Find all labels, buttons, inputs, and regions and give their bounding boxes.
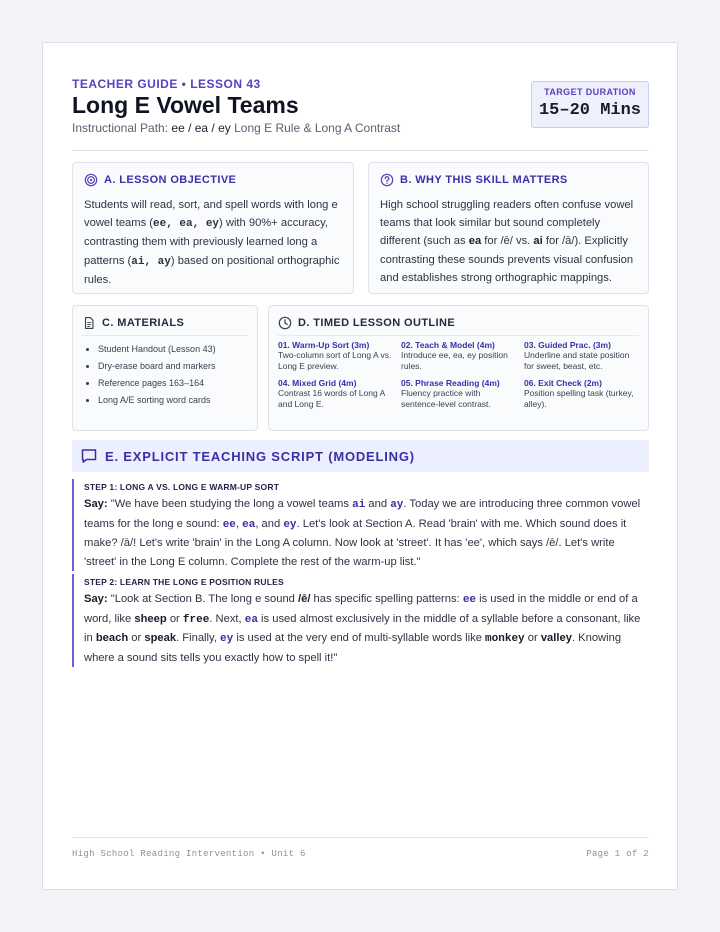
materials-item: • Student Handout (Lesson 43) bbox=[98, 341, 248, 358]
step-2-script bbox=[84, 590, 649, 667]
timed-outline-title: D. TIMED LESSON OUTLINE bbox=[298, 317, 456, 329]
pattern-ea: ea bbox=[244, 613, 258, 626]
lesson-objective-text bbox=[84, 196, 342, 289]
script-text: , and bbox=[255, 517, 284, 530]
why-ai: ai bbox=[533, 235, 543, 248]
script-text: , bbox=[235, 517, 243, 530]
pattern-ey: ey bbox=[220, 633, 234, 646]
outline-step-title: 04. Mixed Grid (4m) bbox=[278, 378, 357, 388]
document-icon bbox=[82, 316, 96, 330]
lesson-objective-card bbox=[72, 162, 354, 294]
outline-step bbox=[401, 340, 524, 371]
say-label: Say: bbox=[84, 593, 108, 605]
pattern-ai: ai bbox=[352, 499, 366, 511]
materials-heading bbox=[82, 316, 248, 336]
materials-item: • Reference pages 163–164 bbox=[98, 375, 248, 392]
outline-steps-grid bbox=[278, 340, 639, 409]
why-skill-matters-title: B. WHY THIS SKILL MATTERS bbox=[400, 174, 568, 186]
pattern-ey: ey bbox=[283, 518, 297, 531]
script-text: is used at the very end of multi-syllable words like bbox=[233, 632, 486, 645]
outline-step-desc: Contrast 16 words of Long A and Long E. bbox=[278, 388, 385, 409]
timed-outline-card bbox=[268, 305, 649, 431]
example-word: valley bbox=[540, 632, 572, 645]
target-duration-box bbox=[531, 81, 649, 128]
objective-long-e-teams: ee, ea, ey bbox=[153, 218, 220, 231]
why-skill-matters-card bbox=[368, 162, 649, 294]
step-2-label: STEP 2: LEARN THE LONG E POSITION RULES bbox=[84, 577, 284, 587]
teaching-script-title: E. EXPLICIT TEACHING SCRIPT (MODELING) bbox=[105, 448, 415, 464]
materials-item: • Dry-erase board and markers bbox=[98, 358, 248, 375]
outline-step bbox=[524, 378, 642, 409]
example-word: speak bbox=[144, 632, 177, 645]
objective-text-2: ) with 90%+ accuracy, contrasting them with previously learned long a patterns ( bbox=[84, 217, 328, 267]
outline-step bbox=[524, 340, 642, 371]
script-text: . Finally, bbox=[176, 632, 221, 645]
outline-step bbox=[278, 378, 401, 409]
script-text: or bbox=[524, 632, 541, 645]
outline-step-title: 03. Guided Prac. (3m) bbox=[524, 340, 611, 350]
script-text: . Today we are introducing three common vowel teams for the long e sound: bbox=[84, 498, 641, 530]
pattern-ay: ay bbox=[390, 499, 404, 511]
why-skill-matters-text bbox=[380, 196, 637, 287]
script-text: "Look at Section B. The long e sound bbox=[107, 593, 298, 605]
lesson-objective-heading bbox=[84, 173, 342, 187]
target-icon bbox=[84, 173, 98, 187]
path-prefix: Instructional Path: bbox=[72, 121, 172, 135]
script-text: is used in the middle or end of a word, like bbox=[84, 593, 638, 625]
why-text-3: for /ā/). Explicitly contrasting these sounds prevents visual confusion and establishes strong orthographic mappings. bbox=[380, 235, 634, 284]
script-text: . Knowing where a sound sits tells you exactly how to spell it!" bbox=[84, 632, 622, 664]
instructional-path bbox=[72, 121, 400, 135]
pattern-ea: ea bbox=[242, 518, 256, 531]
footer-course: High School Reading Intervention • Unit 6 bbox=[72, 849, 306, 859]
question-circle-icon bbox=[380, 173, 394, 187]
outline-step bbox=[401, 378, 524, 409]
teaching-script-banner bbox=[72, 440, 649, 472]
footer-page-number: Page 1 of 2 bbox=[586, 849, 649, 859]
outline-step-desc: Underline and state position for sweet, beast, etc. bbox=[524, 350, 630, 371]
duration-label: TARGET DURATION bbox=[544, 87, 636, 97]
outline-step-desc: Fluency practice with sentence-level contrast. bbox=[401, 388, 491, 409]
lesson-page bbox=[42, 42, 678, 890]
outline-step-desc: Two-column sort of Long A vs. Long E preview. bbox=[278, 350, 392, 371]
script-step-2 bbox=[72, 574, 649, 667]
materials-item: • Long A/E sorting word cards bbox=[98, 392, 248, 409]
outline-step-desc: Position spelling task (turkey, alley). bbox=[524, 388, 634, 409]
materials-list bbox=[82, 341, 248, 409]
sound-long-e: /ē/ bbox=[298, 593, 311, 605]
why-ea: ea bbox=[468, 235, 482, 248]
step-1-script bbox=[84, 495, 649, 571]
script-text: or bbox=[166, 612, 183, 625]
pattern-ee: ee bbox=[462, 594, 477, 606]
outline-step-title: 06. Exit Check (2m) bbox=[524, 378, 602, 388]
speech-bubble-icon bbox=[80, 447, 98, 465]
why-skill-matters-heading bbox=[380, 173, 637, 187]
script-text: . Next, bbox=[209, 612, 245, 625]
objective-text-3: ) based on positional orthographic rules. bbox=[84, 254, 340, 286]
timed-outline-heading bbox=[278, 316, 639, 336]
duration-value: 15–20 Mins bbox=[538, 101, 642, 120]
objective-text-1: Students will read, sort, and spell words with long e vowel teams ( bbox=[84, 199, 338, 230]
why-text-2: for /ē/ vs. bbox=[481, 235, 534, 248]
outline-step-title: 01. Warm-Up Sort (3m) bbox=[278, 340, 370, 350]
example-word: sheep bbox=[134, 612, 167, 625]
lesson-kicker: TEACHER GUIDE • LESSON 43 bbox=[72, 77, 261, 91]
objective-long-a-teams: ai, ay bbox=[131, 255, 171, 268]
outline-step-title: 02. Teach & Model (4m) bbox=[401, 340, 495, 350]
script-text: . Let's look at Section A. Read 'brain' with me. Which sound does it make? /ā/! Let's write 'brain' in the Long A column. Now look at 'street'. It has 'ee', which says /ē/. Let's write 'street' in the Long E column. Complete the rest of the warm-up list." bbox=[84, 517, 627, 568]
outline-step bbox=[278, 340, 401, 371]
example-word: monkey bbox=[485, 633, 525, 646]
outline-step-desc: Introduce ee, ea, ey position rules. bbox=[401, 350, 508, 371]
script-text: or bbox=[128, 632, 145, 645]
materials-title: C. MATERIALS bbox=[102, 317, 185, 329]
clock-icon bbox=[278, 316, 292, 330]
lesson-objective-title: A. LESSON OBJECTIVE bbox=[104, 174, 237, 186]
path-patterns: ee / ea / ey bbox=[171, 121, 231, 135]
script-text: has specific spelling patterns: bbox=[310, 593, 463, 605]
pattern-ee: ee bbox=[222, 518, 236, 531]
script-step-1 bbox=[72, 479, 649, 571]
script-text: is used almost exclusively in the middle of a syllable before a consonant, like in bbox=[84, 612, 641, 645]
outline-step-title: 05. Phrase Reading (4m) bbox=[401, 378, 500, 388]
footer-divider bbox=[72, 837, 649, 838]
step-1-label: STEP 1: LONG A VS. LONG E WARM-UP SORT bbox=[84, 482, 280, 492]
page-title: Long E Vowel Teams bbox=[72, 92, 299, 118]
example-word: free bbox=[182, 613, 210, 626]
example-word: beach bbox=[95, 632, 129, 645]
header-divider bbox=[72, 150, 649, 151]
path-suffix: Long E Rule & Long A Contrast bbox=[230, 121, 401, 135]
materials-card bbox=[72, 305, 258, 431]
script-text: and bbox=[365, 498, 391, 510]
say-label: Say: bbox=[84, 498, 108, 510]
script-text: "We have been studying the long a vowel teams bbox=[107, 498, 353, 510]
why-text-1: High school struggling readers often confuse vowel teams that look similar but sound completely different (such as bbox=[380, 199, 634, 248]
